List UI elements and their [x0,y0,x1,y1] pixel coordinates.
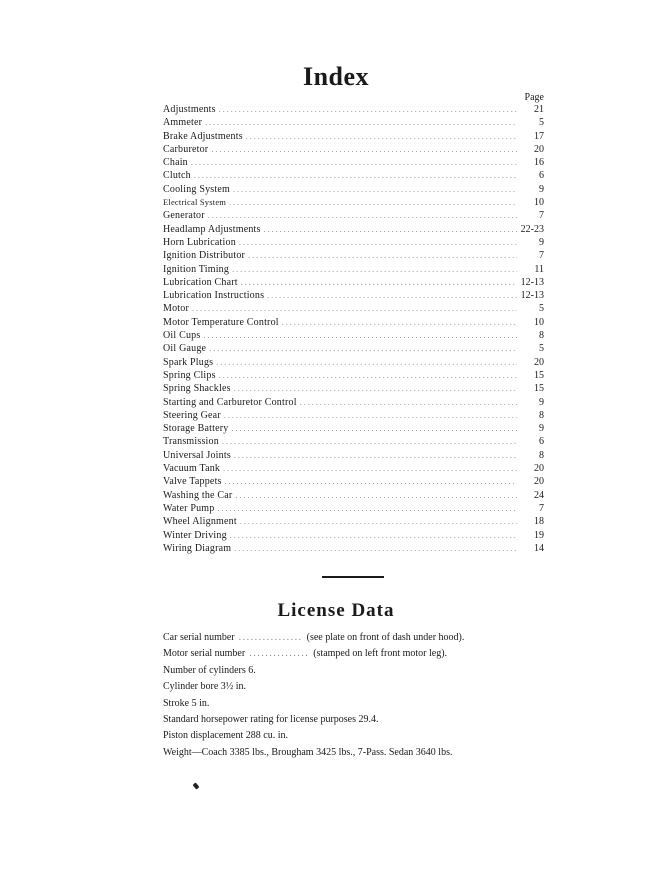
index-page-number: 14 [534,542,544,554]
index-topic: Headlamp Adjustments [163,223,261,235]
index-page-number: 8 [539,449,544,461]
index-entry [163,316,544,329]
index-page-number: 15 [534,383,544,395]
index-entry [163,196,544,209]
license-label: Number of cylinders 6. [163,664,256,676]
index-topic: Starting and Carburetor Control [163,396,297,408]
index-page-number: 11 [534,263,544,275]
index-list [163,103,544,555]
index-entry [163,183,544,196]
license-label: Weight—Coach 3385 lbs., Brougham 3425 lbs., 7-Pass. Sedan 3640 lbs. [163,746,453,758]
index-page-number: 18 [534,516,544,528]
index-page-number: 7 [539,250,544,262]
index-topic: Water Pump [163,502,215,514]
index-topic: Generator [163,210,205,222]
index-topic: Lubrication Chart [163,276,238,288]
dot-leader [216,356,517,369]
license-line-car-serial [163,630,563,646]
dot-leader [234,542,517,555]
index-entry [163,302,544,315]
index-page-number: 8 [539,330,544,342]
index-page-number: 10 [534,197,544,209]
dot-leader [230,529,517,542]
dot-leader [217,502,517,515]
index-topic: Carburetor [163,143,209,155]
dot-leader [222,435,517,448]
index-topic: Oil Gauge [163,343,207,355]
index-page-number: 7 [539,210,544,222]
license-label: Cylinder bore 3½ in. [163,681,247,693]
index-entry [163,449,544,462]
index-entry [163,422,544,435]
index-page-number: 6 [539,436,544,448]
license-line-motor-serial [163,646,563,662]
index-topic: Lubrication Instructions [163,290,265,302]
dot-leader [300,396,517,409]
index-topic: Wiring Diagram [163,542,232,554]
dot-leader [208,209,517,222]
dot-leader [248,249,517,262]
dot-leader [219,103,517,116]
index-entry [163,249,544,262]
dot-leader [239,236,517,249]
index-entry [163,382,544,395]
dot-leader [219,369,517,382]
index-topic: Spring Clips [163,369,216,381]
index-entry [163,130,544,143]
page-column-label: Page [524,92,544,103]
index-page-number: 17 [534,130,544,142]
dot-leader [231,422,517,435]
index-page-number: 6 [539,170,544,182]
license-label: Piston displacement 288 cu. in. [163,730,288,742]
index-topic: Spark Plugs [163,356,214,368]
dot-leader [203,329,517,342]
license-note: (stamped on left front motor leg). [313,648,448,660]
license-title: License Data [277,600,395,621]
license-label: Car serial number [163,632,235,643]
index-page-number: 10 [534,316,544,328]
index-entry [163,369,544,382]
dot-leader [234,382,517,395]
index-page-number: 24 [534,489,544,501]
license-line-displacement [163,728,563,744]
index-topic: Electrical System [163,197,227,208]
index-page-number: 19 [534,529,544,541]
section-divider [322,576,384,578]
index-page-number: 12-13 [520,276,544,288]
dot-leader [240,515,517,528]
index-page-number: 7 [539,502,544,514]
index-page-number: 20 [534,463,544,475]
dot-leader [209,342,517,355]
index-page-number: 5 [539,303,544,315]
index-entry [163,169,544,182]
index-entry [163,276,544,289]
scan-speck [193,782,200,789]
dot-leader [246,130,517,143]
index-topic: Vacuum Tank [163,463,221,475]
index-entry [163,489,544,502]
index-entry [163,156,544,169]
index-topic: Wheel Alignment [163,516,237,528]
license-line-weight [163,745,563,761]
dot-leader [235,489,517,502]
license-label: Stroke 5 in. [163,697,210,709]
index-topic: Brake Adjustments [163,130,243,142]
index-entry [163,103,544,116]
index-topic: Clutch [163,170,191,182]
dot-leader [232,263,517,276]
index-topic: Horn Lubrication [163,236,236,248]
index-entry [163,143,544,156]
dot-leader: ............... [249,648,310,660]
dot-leader [194,169,517,182]
license-line-stroke [163,696,563,712]
license-line-bore [163,679,563,695]
index-page-number: 20 [534,476,544,488]
index-topic: Chain [163,157,188,169]
index-page-number: 21 [534,104,544,115]
license-line-cylinders [163,663,563,679]
index-entry [163,396,544,409]
index-title: Index [302,62,370,91]
index-topic: Winter Driving [163,529,227,541]
dot-leader [234,449,517,462]
index-page-number: 20 [534,143,544,155]
index-entry [163,435,544,448]
dot-leader [267,289,517,302]
index-topic: Motor Temperature Control [163,316,279,328]
license-note: (see plate on front of dash under hood). [306,632,465,643]
index-entry [163,475,544,488]
index-entry [163,223,544,236]
index-page-number: 22-23 [520,223,544,235]
index-entry [163,515,544,528]
index-topic: Ammeter [163,117,203,129]
index-entry [163,329,544,342]
license-line-horsepower [163,712,563,728]
dot-leader [192,302,517,315]
index-entry [163,263,544,276]
index-page-number: 9 [539,183,544,195]
index-entry [163,462,544,475]
index-topic: Universal Joints [163,449,231,461]
index-entry [163,289,544,302]
dot-leader [211,143,517,156]
license-label: Motor serial number [163,648,246,660]
index-entry [163,116,544,129]
dot-leader [191,156,517,169]
index-page-number: 15 [534,369,544,381]
index-entry [163,342,544,355]
index-entry [163,502,544,515]
index-page-number: 9 [539,236,544,248]
index-entry [163,356,544,369]
index-page-number: 12-13 [520,290,544,302]
index-topic: Washing the Car [163,489,233,501]
dot-leader [205,116,517,129]
index-page-number: 5 [539,343,544,355]
dot-leader: ................ [238,632,303,643]
index-entry [163,236,544,249]
license-label: Standard horsepower rating for license purposes 29.4. [163,713,379,725]
index-page-number: 5 [539,117,544,129]
index-page-number: 9 [539,423,544,435]
index-topic: Oil Cups [163,330,201,342]
dot-leader [229,196,517,209]
dot-leader [223,462,517,475]
index-page-number: 16 [534,157,544,169]
index-topic: Transmission [163,436,219,448]
index-entry [163,209,544,222]
index-topic: Storage Battery [163,423,229,435]
index-topic: Spring Shackles [163,383,231,395]
index-entry [163,409,544,422]
dot-leader [241,276,517,289]
index-page-number: 9 [539,396,544,408]
index-topic: Motor [163,303,189,315]
dot-leader [282,316,517,329]
index-topic: Valve Tappets [163,476,222,488]
index-topic: Steering Gear [163,409,221,421]
index-topic: Ignition Timing [163,263,230,275]
dot-leader [264,223,517,236]
index-page-number: 20 [534,356,544,368]
index-topic: Cooling System [163,183,230,195]
index-topic: Adjustments [163,104,216,115]
license-data-list [163,630,563,761]
index-entry [163,542,544,555]
dot-leader [224,409,517,422]
index-page-number: 8 [539,409,544,421]
dot-leader [225,475,517,488]
dot-leader [233,183,517,196]
index-topic: Ignition Distributor [163,250,246,262]
index-entry [163,529,544,542]
